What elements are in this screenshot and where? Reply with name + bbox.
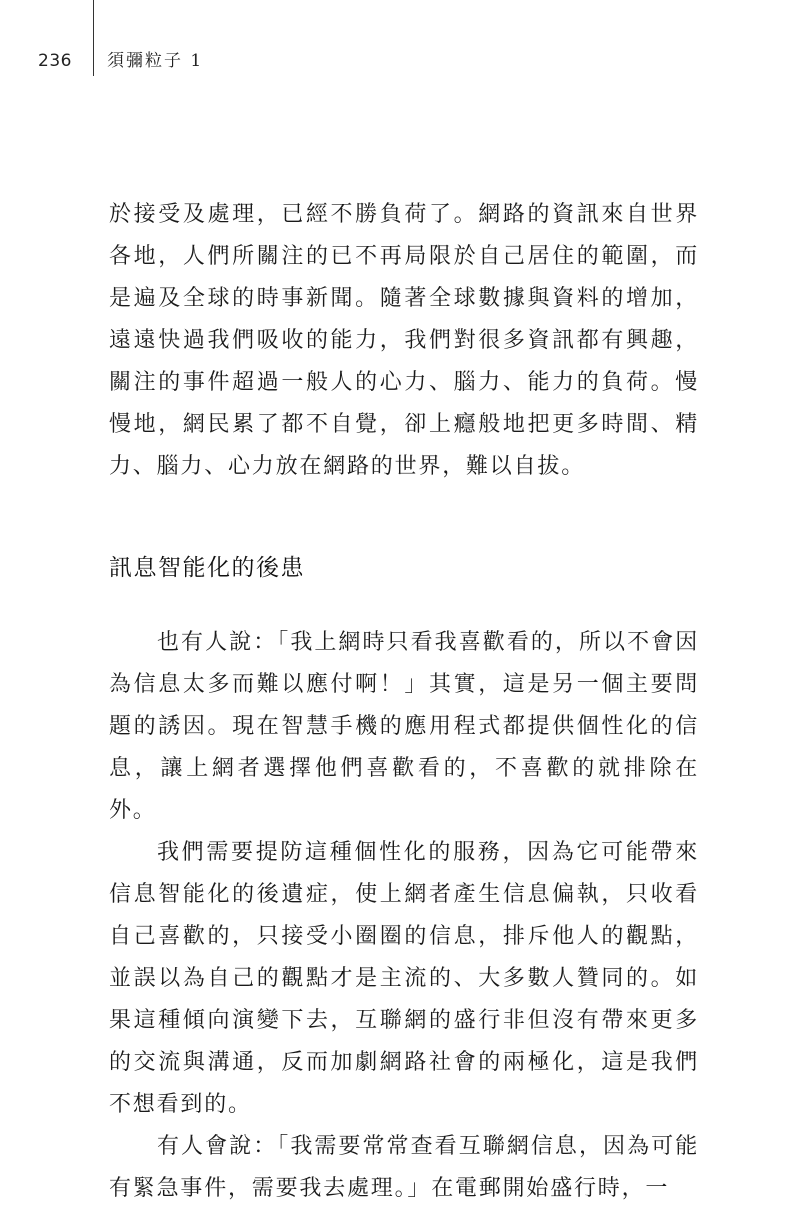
header-divider — [93, 0, 94, 76]
opening-paragraph: 於接受及處理，已經不勝負荷了。網路的資訊來自世界各地，人們所關注的已不再局限於自己居住的範圍，而是遍及全球的時事新聞。隨著全球數據與資料的增加，遠遠快過我們吸收的能力，我們對很多資訊都有興趣，關注的事件超過一般人的心力、腦力、能力的負荷。慢慢地，網民累了都不自覺，卻上癮般地把更多時間、精力、腦力、心力放在網路的世界，難以自拔。 — [109, 202, 699, 479]
page-header — [0, 0, 800, 80]
paragraph-2: 我們需要提防這種個性化的服務，因為它可能帶來信息智能化的後遺症，使上網者產生信息偏執，只收看自己喜歡的，只接受小圈圈的信息，排斥他人的觀點，並誤以為自己的觀點才是主流的、大多數人贊同的。如果這種傾向演變下去，互聯網的盛行非但沒有帶來更多的交流與溝通，反而加劇網路社會的兩極化，這是我們不想看到的。 — [109, 840, 699, 1117]
section-heading: 訊息智能化的後患 — [109, 555, 305, 581]
paragraph-3: 有人會說：「我需要常常查看互聯網信息，因為可能有緊急事件，需要我去處理。」在電郵開始盛行時，一 — [109, 1134, 699, 1201]
page-number: 236 — [38, 51, 72, 71]
running-title: 須彌粒子 1 — [107, 51, 204, 71]
page-body — [109, 194, 699, 1210]
paragraph-1: 也有人說：「我上網時只看我喜歡看的，所以不會因為信息太多而難以應付啊！」其實，這是另一個主要問題的誘因。現在智慧手機的應用程式都提供個性化的信息，讓上網者選擇他們喜歡看的，不喜歡的就排除在外。 — [109, 630, 699, 823]
